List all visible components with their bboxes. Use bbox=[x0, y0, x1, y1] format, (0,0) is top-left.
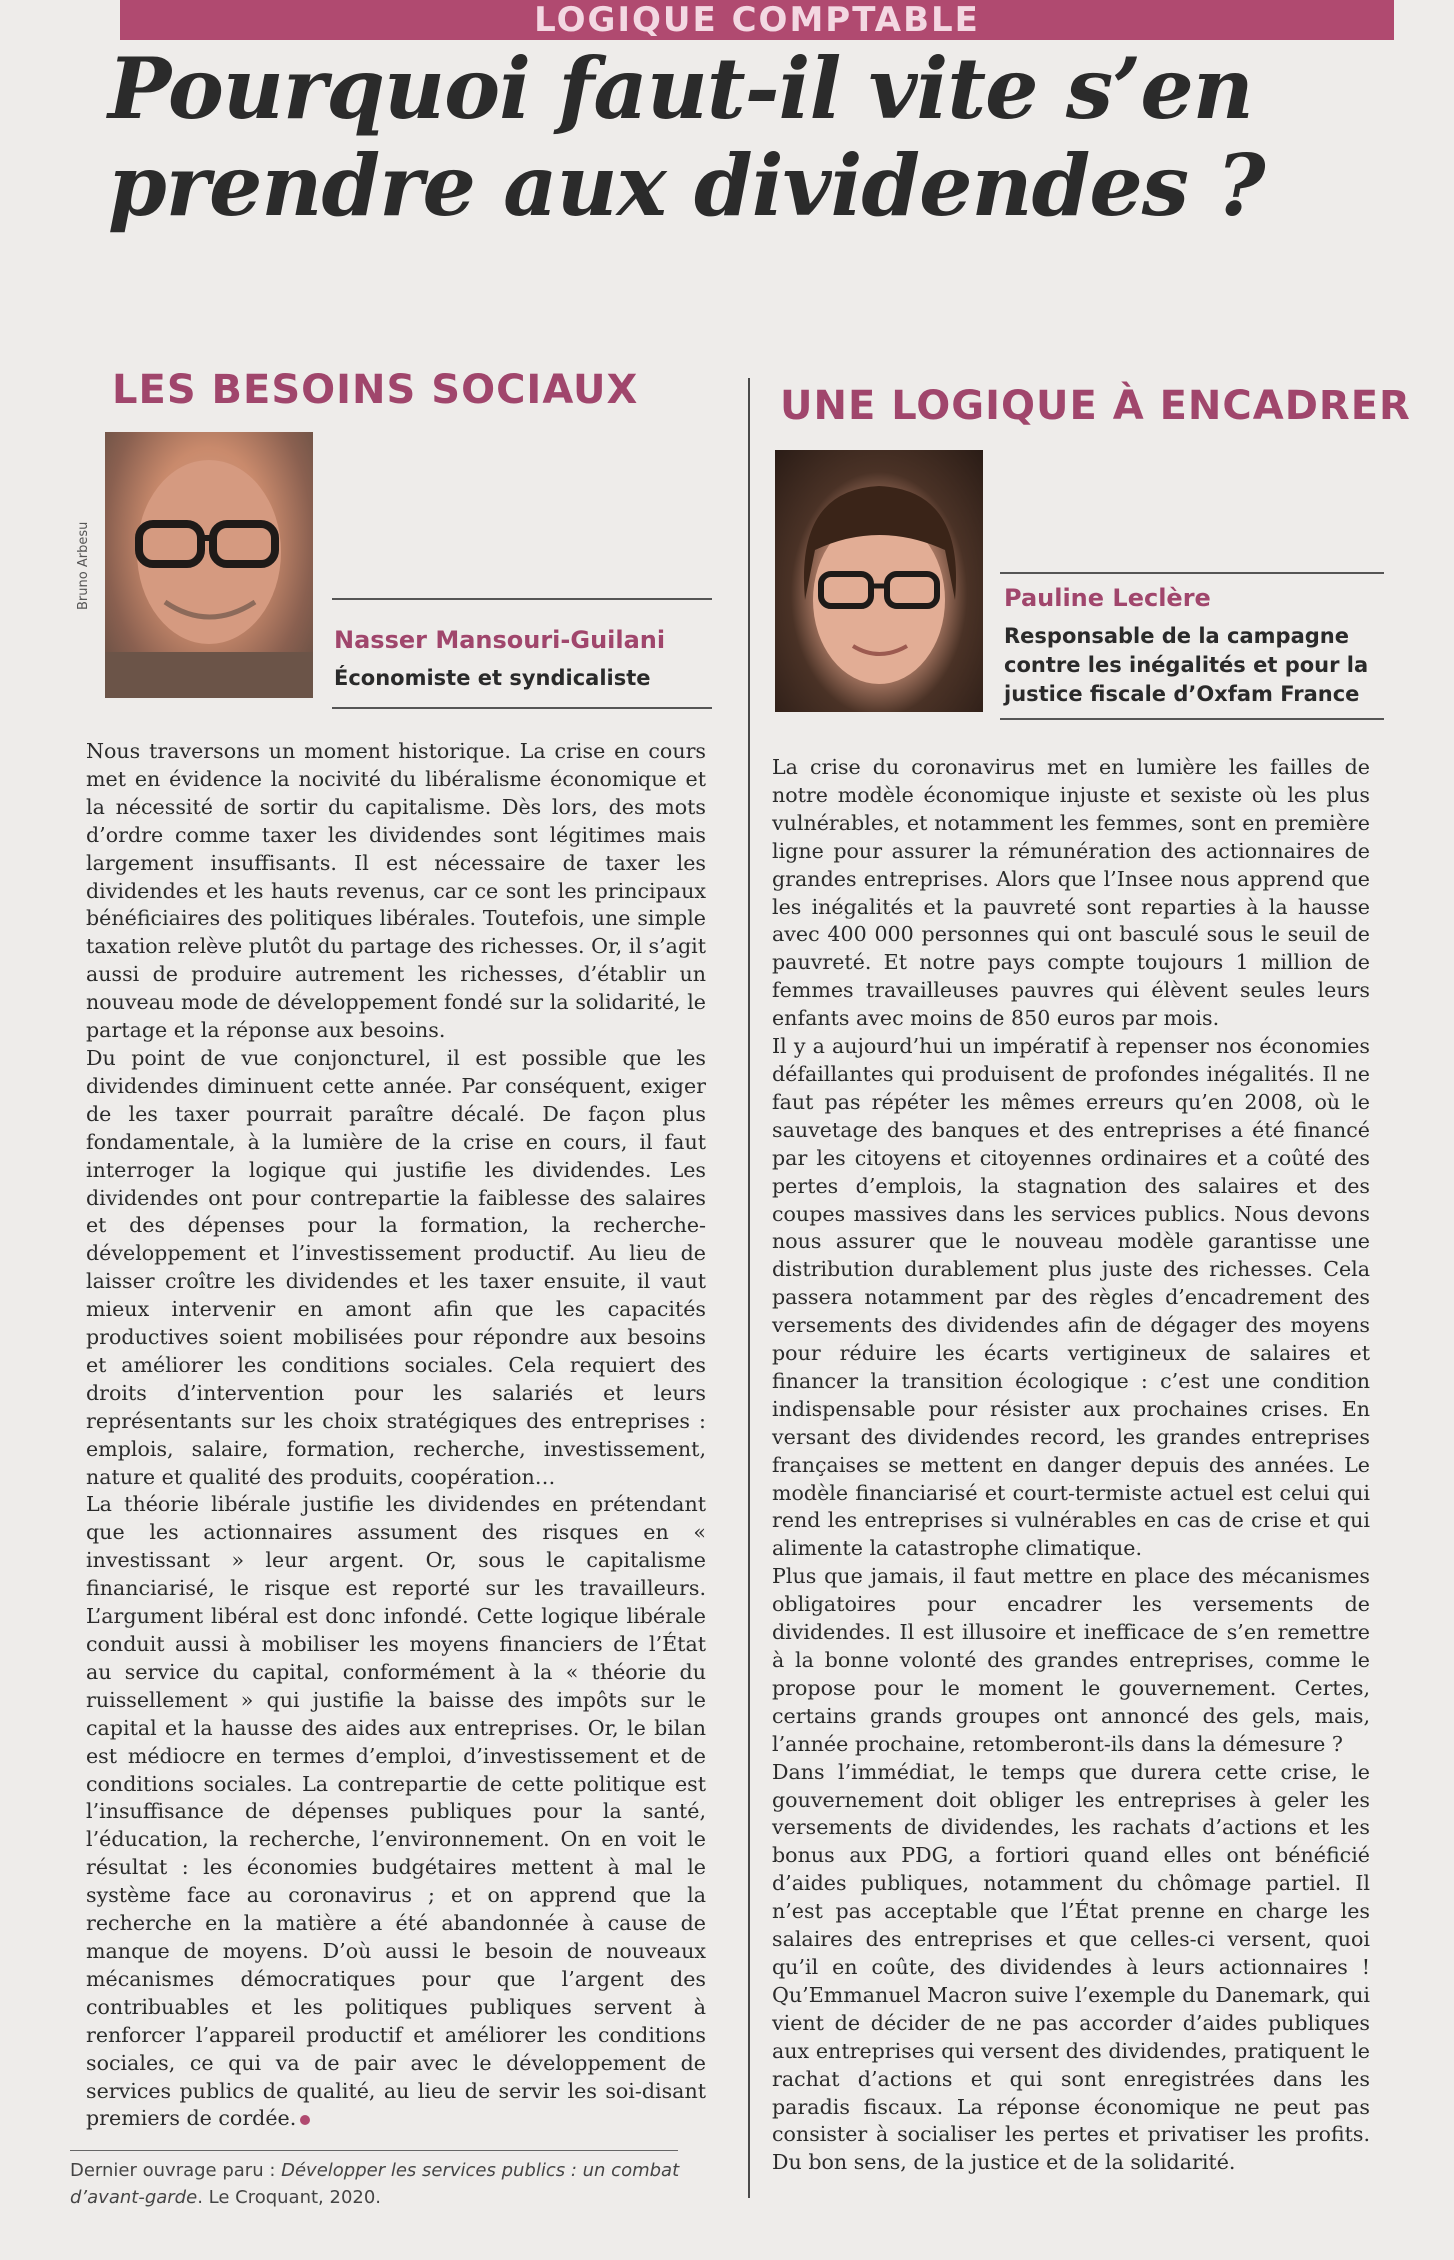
section-banner bbox=[120, 0, 1394, 40]
footnote-suffix: . Le Croquant, 2020. bbox=[197, 2187, 382, 2208]
portrait-illustration-right bbox=[775, 450, 983, 712]
right-article-body bbox=[772, 754, 1370, 2177]
left-paragraph bbox=[86, 1491, 706, 2133]
footnote-rule bbox=[70, 2150, 678, 2151]
footnote bbox=[70, 2157, 690, 2211]
photo-credit: Bruno Arbesu bbox=[76, 521, 91, 610]
author-name-left: Nasser Mansouri-Guilani bbox=[334, 626, 666, 654]
author-photo-leclere bbox=[775, 450, 983, 712]
end-mark-icon bbox=[300, 2115, 310, 2125]
left-paragraph: Nous traversons un moment historique. La crise en cours met en évidence la nocivité du libéralisme économique et la nécessité de sortir du capitalisme. Dès lors, des mots d’ordre comme taxer les dividendes sont légitimes mais largement insuffisants. Il est nécessaire de taxer les dividendes et les hauts revenus, car ce sont les principaux bénéficiaires des politiques libérales. Toutefois, une simple taxation relève plutôt du partage des richesses. Or, il s’agit aussi de produire autrement les richesses, d’établir un nouveau mode de développement fondé sur la solidarité, le partage et la réponse aux besoins. bbox=[86, 739, 706, 1043]
right-paragraph: Il y a aujourd’hui un impératif à repenser nos économies défaillantes qui produisent de profondes inégalités. Il ne faut pas répéter les mêmes erreurs qu’en 2008, où le sauvetage des banques et des entreprises a été financé par les citoyens et citoyennes ordinaires et a coûté des pertes d’emplois, la stagnation des salaires et des coupes massives dans les services publics. Nous devons nous assurer que le nouveau modèle garantisse une distribution durablement plus juste des richesses. Cela passera notamment par des règles d’encadrement des versements des dividendes afin de dégager des moyens pour réduire les écarts vertigineux de salaires et financer la transition écologique : c’est une condition indispensable pour résister aux prochaines crises. En versant des dividendes record, les grandes entreprises françaises se mettent en danger depuis des années. Le modèle financiarisé et court-termiste actuel est celui qui rend les entreprises si vulnérables en cas de crise et qui alimente la catastrophe climatique. bbox=[772, 1034, 1370, 1561]
author-role-right: Responsable de la campagne contre les inégalités et pour la justice fiscale d’Oxfam France bbox=[1004, 624, 1369, 706]
author-rule-right bbox=[1000, 572, 1384, 574]
author-name-right: Pauline Leclère bbox=[1004, 584, 1211, 612]
left-paragraph-text: La théorie libérale justifie les dividendes en prétendant que les actionnaires assument des risques en « investissant » leur argent. Or, sous le capitalisme financiarisé, le risque est reporté sur les travailleurs. L’argument libéral est donc infondé. Cette logique libérale conduit aussi à mobiliser les moyens financiers de l’État au service du capital, conformément à la « théorie du ruissellement » qui justifie la baisse des impôts sur le capital et la hausse des aides aux entreprises. Or, le bilan est médiocre en termes d’emploi, d’investissement et de conditions sociales. La contrepartie de cette politique est l’insuffisance de dépenses publiques pour la santé, l’éducation, la recherche, l’environnement. On en voit le résultat : les économies budgétaires mettent à mal le système face au coronavirus ; et on apprend que la recherche en la matière a été abandonnée à cause de manque de moyens. D’où aussi le besoin de nouveaux mécanismes démocratiques pour que l’argent des contribuables et les politiques publiques servent à renforcer l’appareil productif et améliorer les conditions sociales, ce qui va de pair avec le développement de services publics de qualité, au lieu de servir les soi-disant premiers de cordée. bbox=[86, 1492, 706, 2131]
portrait-illustration-left bbox=[105, 432, 313, 698]
left-paragraph: Du point de vue conjoncturel, il est possible que les dividendes diminuent cette année. Par conséquent, exiger de les taxer pourrait paraître décalé. De façon plus fondamentale, à la lumière de la crise en cours, il faut interroger la logique qui justifie les dividendes. Les dividendes ont pour contrepartie la faiblesse des salaires et des dépenses pour la formation, la recherche-développement et l’investissement productif. Au lieu de laisser croître les dividendes et les taxer ensuite, il vaut mieux intervenir en amont afin que les capacités productives soient mobilisées pour répondre aux besoins et améliorer les conditions sociales. Cela requiert des droits d’intervention pour les salariés et leurs représentants sur les choix stratégiques des entreprises : emplois, salaire, formation, recherche, investissement, nature et qualité des produits, coopération… bbox=[86, 1045, 706, 1489]
author-rule-left bbox=[332, 598, 712, 600]
footnote-prefix: Dernier ouvrage paru : bbox=[70, 2160, 282, 2181]
right-paragraph: Plus que jamais, il faut mettre en place des mécanismes obligatoires pour encadrer les versements de dividendes. Il est illusoire et inefficace de s’en remettre à la bonne volonté des grandes entreprises, comme le propose pour le moment le gouvernement. Certes, certains grands groupes ont annoncé des gels, mais, l’année prochaine, retomberont-ils dans la démesure ? bbox=[772, 1564, 1370, 1756]
author-role-left: Économiste et syndicaliste bbox=[334, 666, 651, 690]
author-rule-right-bottom bbox=[1000, 718, 1384, 720]
author-rule-left-bottom bbox=[332, 707, 712, 709]
footnote-book-title: Développer les services publics : un combat d’avant-garde bbox=[70, 2160, 680, 2208]
section-banner-text: LOGIQUE COMPTABLE bbox=[534, 0, 980, 40]
right-paragraph-text: Dans l’immédiat, le temps que durera cette crise, le gouvernement doit obliger les entreprises à geler les versements de dividendes, les rachats d’actions et les bonus aux PDG, a fortiori quand elles ont bénéficié d’aides publiques, notamment du chômage partiel. Il n’est pas acceptable que l’État prenne en charge les salaires des entreprises et que celles-ci versent, quoi qu’il en coûte, des dividendes à leurs actionnaires ! Qu’Emmanuel Macron suive l’exemple du Danemark, qui vient de décider de ne pas accorder d’aides publiques aux entreprises qui versent des dividendes, pratiquent le rachat d’actions et qui sont enregistrées dans les paradis fiscaux. La réponse économique ne peut pas consister à socialiser les pertes et privatiser les profits. Du bon sens, de la justice et de la solidarité. bbox=[772, 1759, 1370, 2175]
left-section-title: LES BESOINS SOCIAUX bbox=[112, 367, 639, 413]
left-article-body bbox=[86, 738, 706, 2133]
column-divider bbox=[748, 378, 750, 2198]
headline: Pourquoi faut-il vite s’en prendre aux dividendes ? bbox=[108, 39, 1265, 235]
right-paragraph bbox=[772, 1759, 1370, 2178]
right-section-title: UNE LOGIQUE À ENCADRER bbox=[780, 383, 1411, 429]
right-paragraph: La crise du coronavirus met en lumière les failles de notre modèle économique injuste et sexiste où les plus vulnérables, et notamment les femmes, sont en première ligne pour assurer la rémunération des actionnaires de grandes entreprises. Alors que l’Insee nous apprend que les inégalités et la pauvreté sont reparties à la hausse avec 400 000 personnes qui ont basculé sous le seuil de pauvreté. Et notre pays compte toujours 1 million de femmes travailleuses pauvres qui élèvent seules leurs enfants avec moins de 850 euros par mois. bbox=[772, 755, 1370, 1031]
author-photo-mansouri-guilani bbox=[105, 432, 313, 698]
